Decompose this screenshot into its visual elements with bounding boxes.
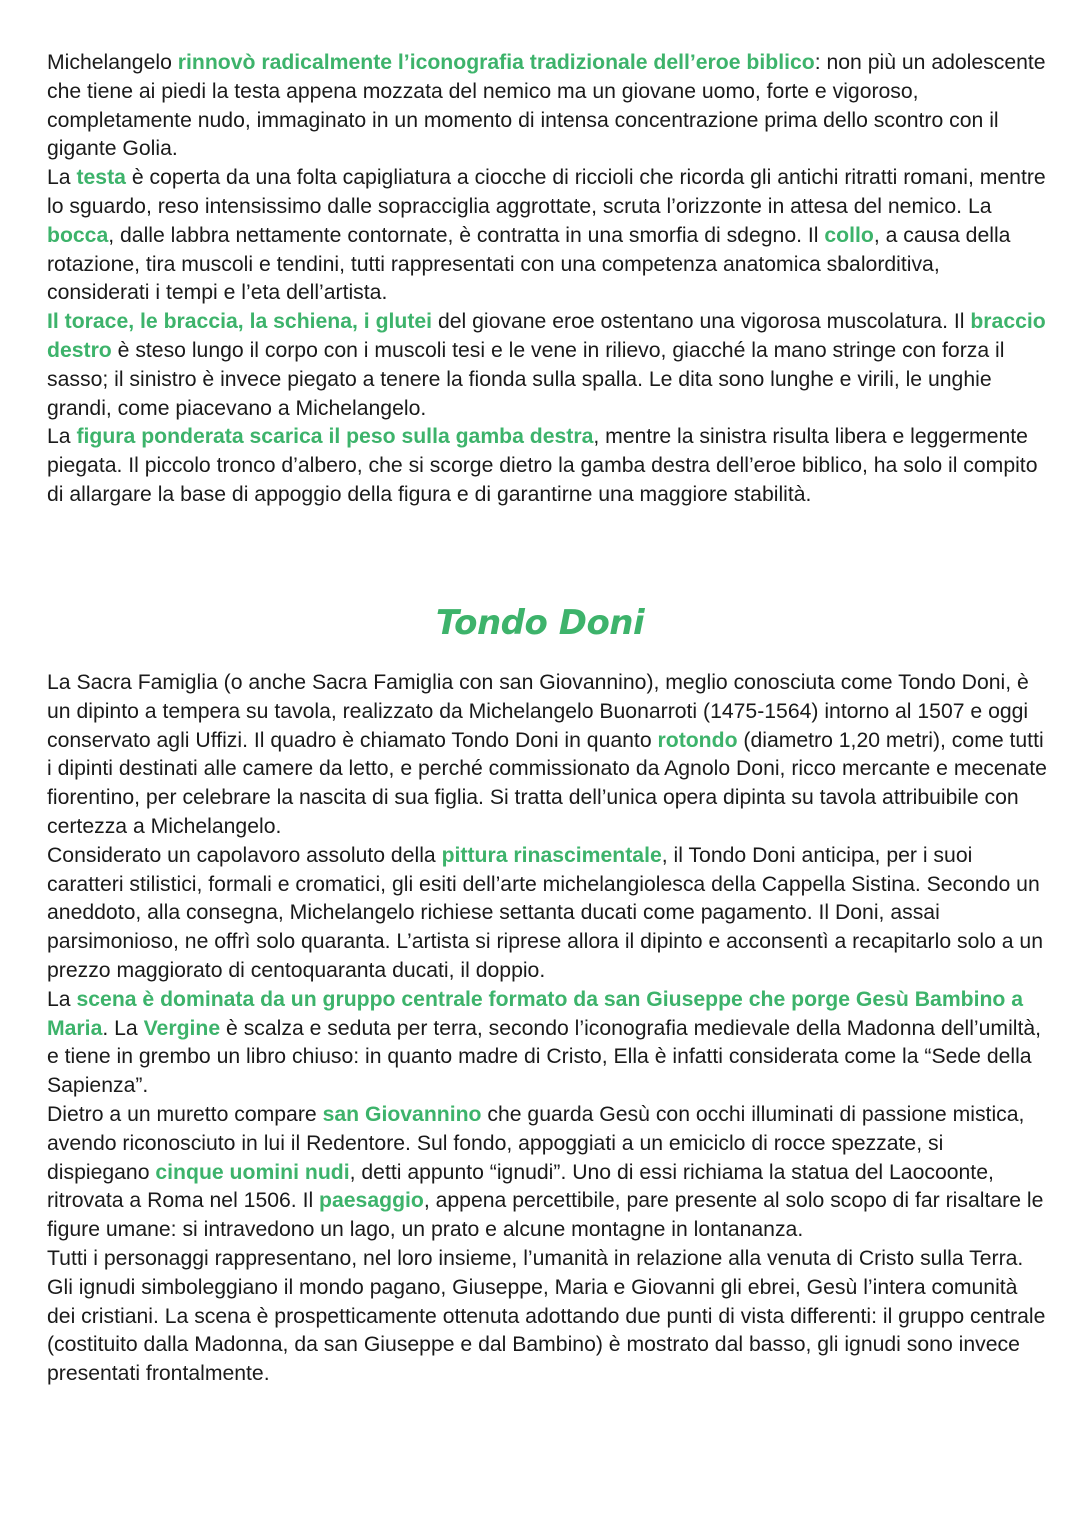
david-paragraph-2: La testa è coperta da una folta capigliatura a ciocche di riccioli che ricorda gli antichi ritratti romani, mentre lo sguardo, reso intensissimo dalle sopracciglia aggrottate, scruta l’orizzonte in attesa del nemico. La bocca, dalle labbra nettamente contornate, è contratta in una smorfia di sdegno. Il collo, a causa della rotazione, tira muscoli e tendini, tutti rappresentati con una competenza anatomica sbalorditiva, considerati i tempi e l’eta dell’artista. <box>47 166 1046 305</box>
highlight-text: testa <box>76 166 126 190</box>
highlight-text: rinnovò radicalmente l’iconografia tradizionale dell’eroe biblico <box>177 51 815 74</box>
david-paragraph-3: Il torace, le braccia, la schiena, i glutei del giovane eroe ostentano una vigorosa muscolatura. Il braccio destro è steso lungo il corpo con i muscoli tesi e le vene in rilievo, giacché la mano stringe con forza il sasso; il sinistro è invece piegato a tenere la fionda sulla spalla. Le dita sono lunghe e virili, le unghie grandi, come piacevano a Michelangelo. <box>47 310 1046 420</box>
tondo-paragraph-1: La Sacra Famiglia (o anche Sacra Famiglia con san Giovannino), meglio conosciuta come Tondo Doni, è un dipinto a tempera su tavola, realizzato da Michelangelo Buonarroti (1475-1564) intorno al 1507 e oggi conservato agli Uffizi. Il quadro è chiamato Tondo Doni in quanto rotondo (diametro 1,20 metri), come tutti i dipinti destinati alle camere da letto, e perché commissionato da Agnolo Doni, ricco mercante e mecenate fiorentino, per celebrare la nascita di sua figlia. Si tratta dell’unica opera dipinta su tavola attribuibile con certezza a Michelangelo. <box>47 671 1047 838</box>
tondo-paragraph-2: Considerato un capolavoro assoluto della pittura rinascimentale, il Tondo Doni anticipa, per i suoi caratteri stilistici, formali e cromatici, gli esiti dell’arte michelangiolesca della Cappella Sistina. Secondo un aneddoto, alla consegna, Michelangelo richiese settanta ducati come pagamento. Il Doni, assai parsimonioso, ne offrì solo quaranta. L’artista si riprese allora il dipinto e acconsentì a recapitarlo solo a un prezzo maggiorato di centoquaranta ducati, il doppio. <box>47 843 1043 982</box>
tondo-paragraph-5: Tutti i personaggi rappresentano, nel loro insieme, l’umanità in relazione alla venuta di Cristo sulla Terra. Gli ignudi simboleggiano il mondo pagano, Giuseppe, Maria e Giovanni gli ebrei, Gesù l’intera comunità dei cristiani. La scena è prospetticamente ottenuta adottando due punti di vista differenti: il gruppo centrale (costituito dalla Madonna, da san Giuseppe e dal Bambino) è mostrato dal basso, gli ignudi sono invece presentati frontalmente. <box>47 1246 1046 1386</box>
david-paragraph-1: Michelangelo rinnovò radicalmente l’iconografia tradizionale dell’eroe biblico: non più un adolescente che tiene ai piedi la testa appena mozzata del nemico ma un giovane uomo, forte e vigoroso, completamente nudo, immaginato in un momento di intensa concentrazione prima dello scontro con il gigante Golia. <box>47 51 1046 161</box>
highlight-text: scena è dominata da un gruppo centrale formato da san Giuseppe che porge Gesù Bambino a Maria <box>47 987 1024 1040</box>
highlight-text: Il torace, le braccia, la schiena, i glutei <box>47 310 433 334</box>
david-paragraph-4: La figura ponderata scarica il peso sulla gamba destra, mentre la sinistra risulta libera e leggermente piegata. Il piccolo tronco d’albero, che si scorge dietro la gamba destra dell’eroe biblico, ha solo il compito di allargare la base di appoggio della figura e di garantirne una maggiore stabilità. <box>47 425 1038 506</box>
highlight-text: pittura rinascimentale <box>441 843 662 867</box>
highlight-text: Vergine <box>143 1016 221 1040</box>
highlight-text: braccio destro <box>47 310 1046 362</box>
tondo-paragraph-3: La scena è dominata da un gruppo centrale formato da san Giuseppe che porge Gesù Bambino a Maria. La Vergine è scalza e seduta per terra, secondo l’iconografia medievale della Madonna dell’umiltà, e tiene in grembo un libro chiuso: in quanto madre di Cristo, Ella è infatti considerata come la “Sede della Sapienza”. <box>47 987 1042 1098</box>
highlight-text: collo <box>824 223 874 247</box>
highlight-text: san Giovannino <box>322 1102 482 1126</box>
tondo-paragraph-4: Dietro a un muretto compare san Giovannino che guarda Gesù con occhi illuminati di passione mistica, avendo riconosciuto in lui il Redentore. Sul fondo, appoggiati a un emiciclo di rocce spezzate, si dispiegano cinque uomini nudi, detti appunto “ignudi”. Uno di essi richiama la statua del Laocoonte, ritrovata a Roma nel 1506. Il paesaggio, appena percettibile, pare presente al solo scopo di far risaltare le figure umane: si intravedono un lago, un prato e alcune montagne in lontananza. <box>47 1102 1044 1242</box>
highlight-text: figura ponderata scarica il peso sulla gamba destra <box>76 425 594 449</box>
highlight-text: cinque uomini nudi <box>155 1160 350 1184</box>
highlight-text: paesaggio <box>319 1189 424 1213</box>
tondo-doni-section <box>47 669 1047 1389</box>
highlight-text: rotondo <box>657 728 738 752</box>
highlight-text: bocca <box>47 223 109 247</box>
david-section <box>47 49 1047 510</box>
section-title: Tondo Doni <box>435 603 645 643</box>
